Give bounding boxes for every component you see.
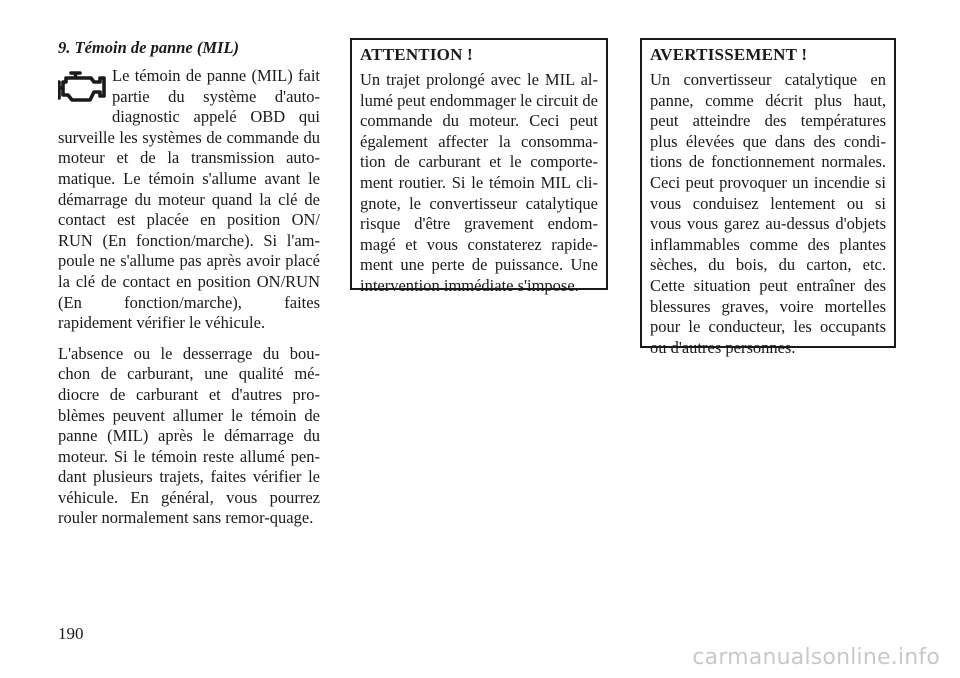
warning-title: AVERTISSEMENT ! <box>650 45 808 64</box>
page-number: 190 <box>58 624 84 643</box>
paragraph-mil-description <box>58 66 320 334</box>
watermark: carmanualsonline.info <box>692 645 940 670</box>
attention-text: Un trajet prolongé avec le MIL al-lumé peut endommager le circuit de commande du moteur. Ceci peut également affecter la consomma-tion de carburant et le comporte-ment routier. Si le témoin MIL cli-gnote, le convertisseur catalytique risque d'être gravement endom-magé et vous constaterez rapide-ment une perte de puissance. Une intervention immédiate s'impose. <box>360 70 598 295</box>
section-heading: 9. Témoin de panne (MIL) <box>58 38 240 57</box>
attention-box <box>350 38 608 295</box>
warning-text: Un convertisseur catalytique en panne, comme décrit plus haut, peut atteindre des températures plus élevées que dans des condi-tions de fonctionnement normales. Ceci peut provoquer un incendie si vous conduisez lentement ou si vous vous garez au-dessus d'objets inflammables comme des plantes sèches, du bois, du carton, etc. Cette situation peut entraîner des blessures graves, voire mortelles pour le conducteur, les occupants ou d'autres personnes. <box>650 70 886 357</box>
right-column <box>640 38 896 357</box>
engine-check-icon <box>58 66 110 118</box>
attention-title: ATTENTION ! <box>360 45 473 64</box>
middle-column <box>350 38 608 295</box>
warning-box <box>640 38 896 357</box>
paragraph-causes: L'absence ou le desserrage du bou-chon de carburant, une qualité mé-diocre de carburant et d'autres pro-blèmes peuvent allumer le témoin de panne (MIL) après le démarrage du moteur. Si le témoin reste allumé pen-dant plusieurs trajets, faites vérifier le véhicule. En général, vous pourrez rouler normalement sans remor-quage. <box>58 343 320 528</box>
paragraph-text: Le témoin de panne (MIL) fait partie du système d'auto-diagnostic appelé OBD qui surveille les systèmes de commande du moteur et de la transmission auto-matique. Le témoin s'allume avant le démarrage du moteur quand la clé de contact est placée en position ON/ RUN (En fonction/marche). Si l'am-poule ne s'allume pas après avoir placé la clé de contact en position ON/RUN (En fonction/marche), faites rapidement vérifier le véhicule. <box>58 66 320 333</box>
left-column <box>58 38 320 539</box>
